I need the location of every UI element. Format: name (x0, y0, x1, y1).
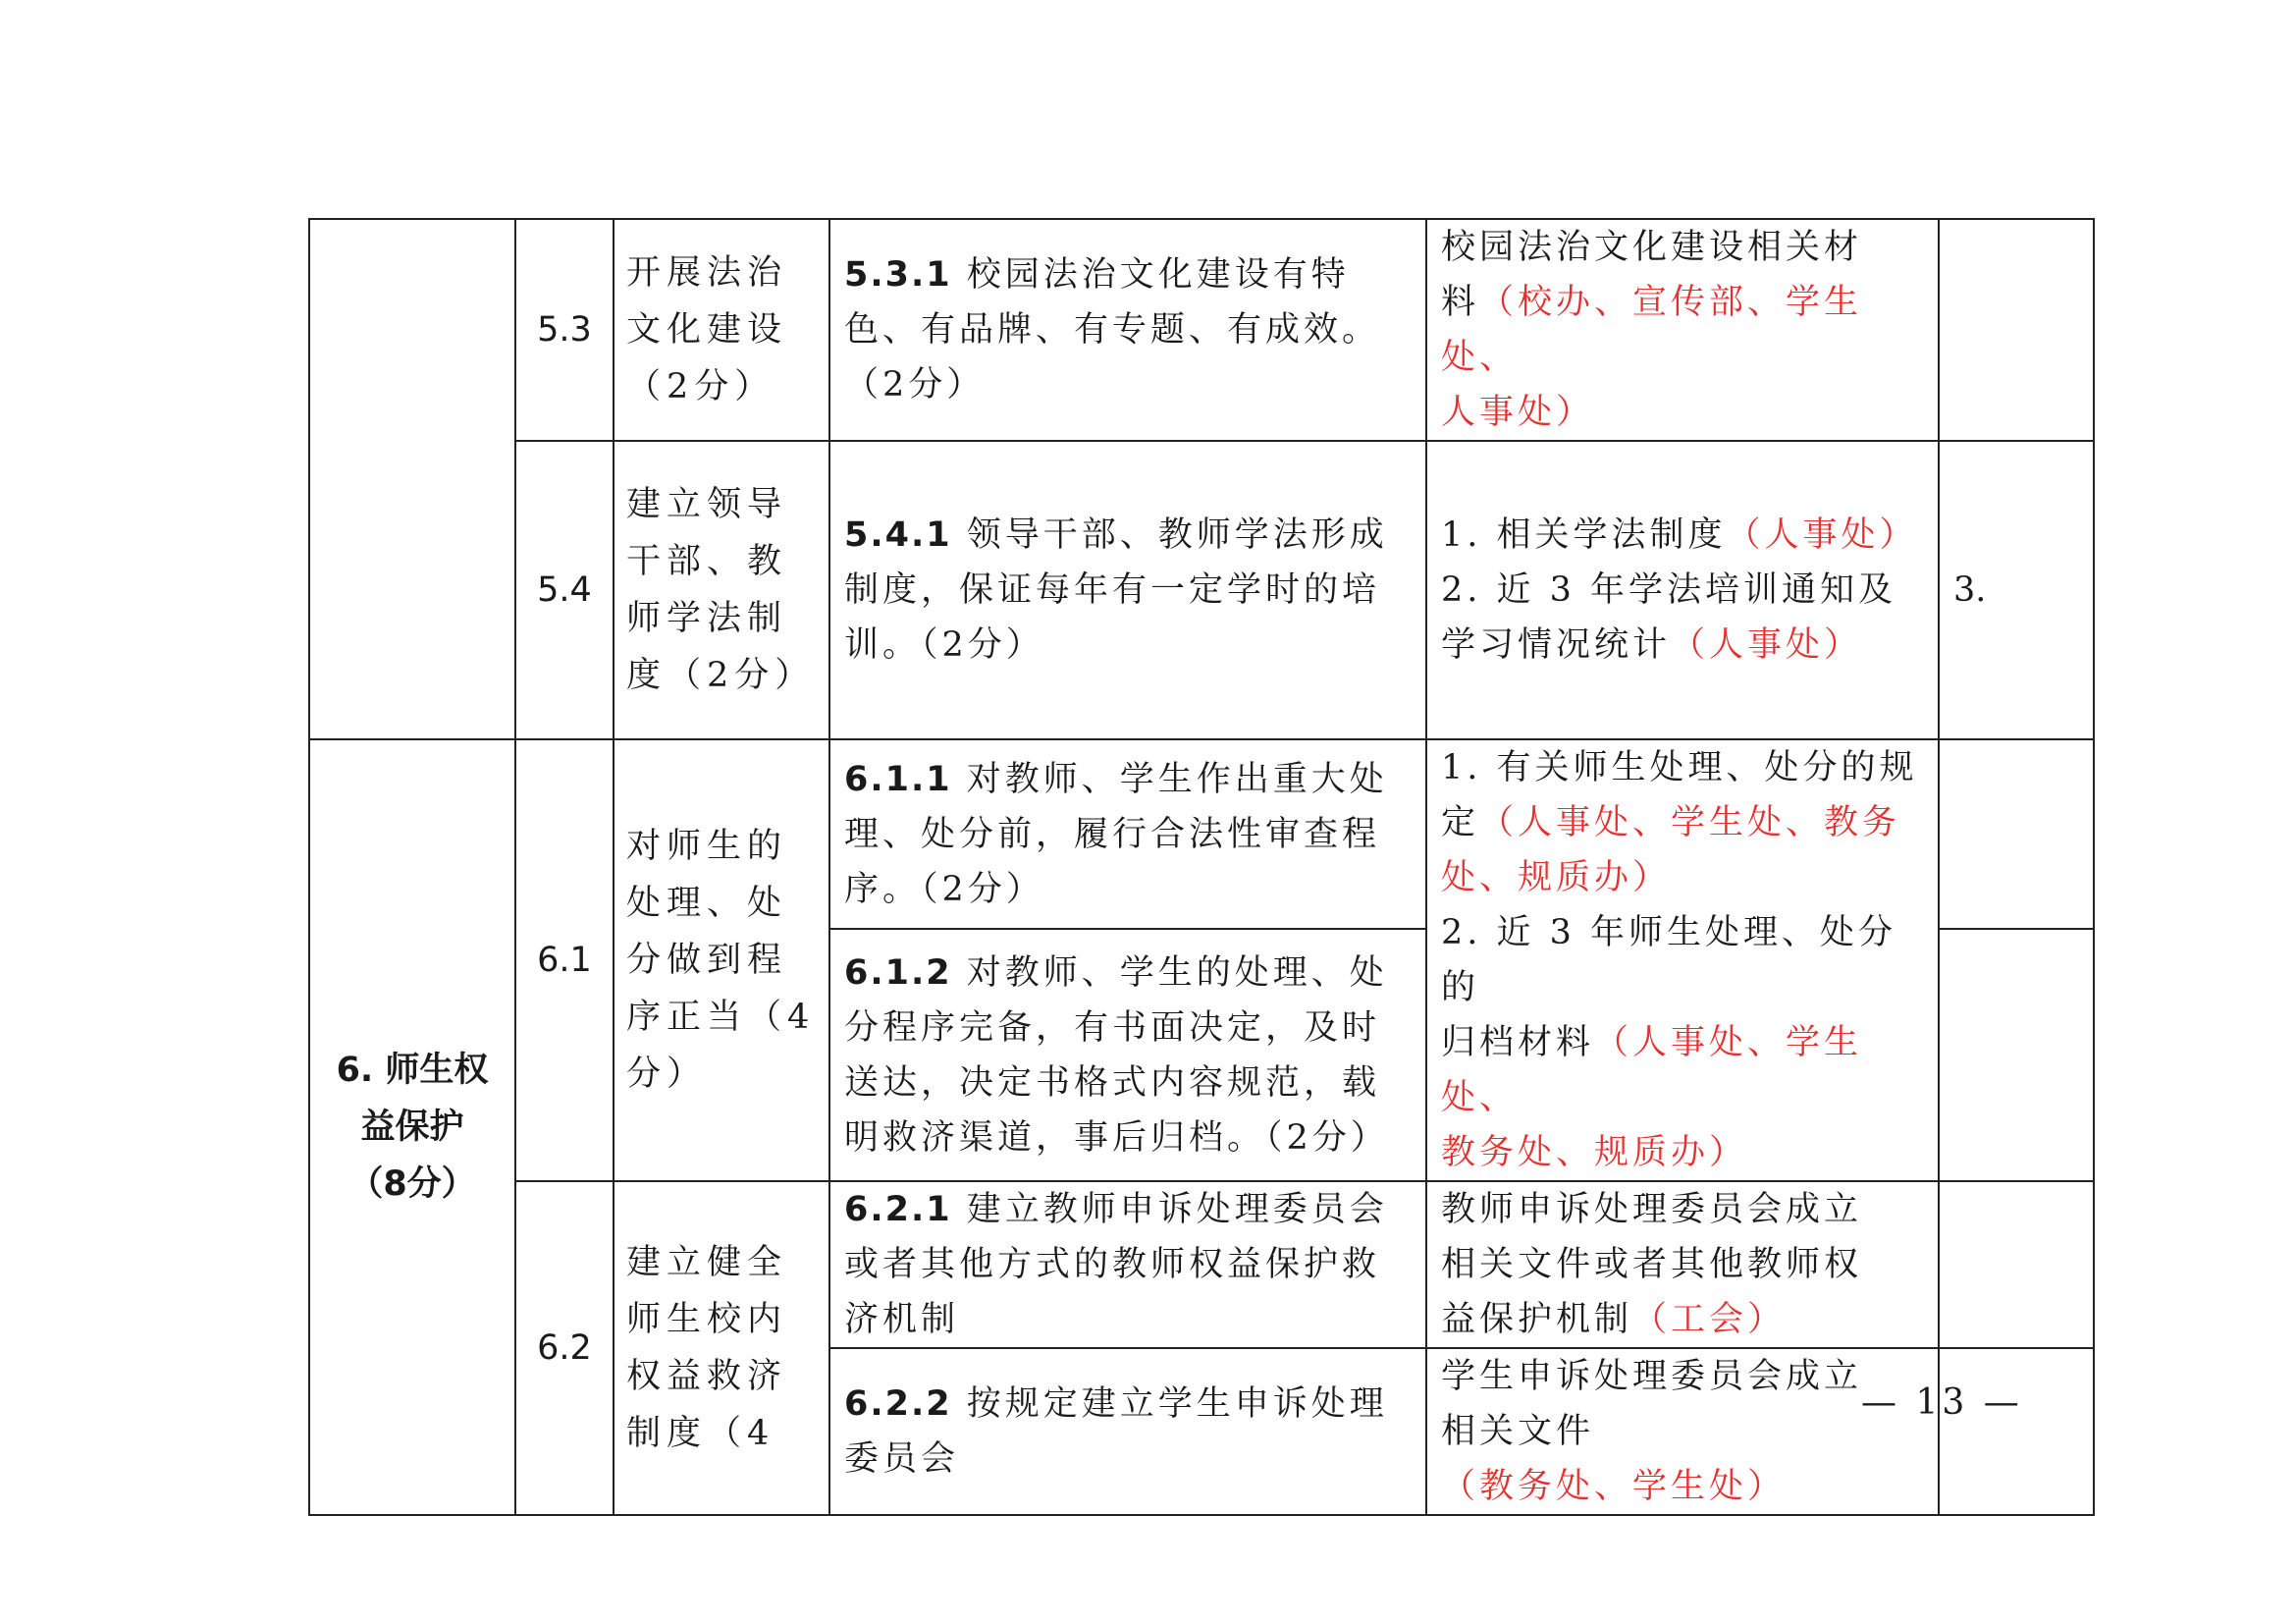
item-name: 开展法治 文化建设 （2分） (614, 219, 829, 441)
item-name: 建立领导 干部、教 师学法制 度（2分） (614, 441, 829, 739)
notes-cell (1939, 1348, 2094, 1515)
supporting-materials: 教师申诉处理委员会成立 相关文件或者其他教师权 益保护机制（工会） (1426, 1181, 1939, 1348)
item-number: 5.4 (515, 441, 614, 739)
evaluation-table (308, 218, 2095, 1516)
observation-point: 5.3.1 校园法治文化建设有特 色、有品牌、有专题、有成效。 （2分） (829, 219, 1426, 441)
table-row (309, 219, 2094, 441)
table-row (309, 1181, 2094, 1348)
page-number: — 13 — (1861, 1382, 2023, 1423)
notes-cell (1939, 1181, 2094, 1348)
observation-point: 6.2.2 按规定建立学生申诉处理 委员会 (829, 1348, 1426, 1515)
supporting-materials: 1. 相关学法制度（人事处） 2. 近 3 年学法培训通知及 学习情况统计（人事处） (1426, 441, 1939, 739)
item-number: 5.3 (515, 219, 614, 441)
observation-point: 6.1.2 对教师、学生的处理、处 分程序完备，有书面决定，及时 送达，决定书格式内容规范，载 明救济渠道，事后归档。（2分） (829, 929, 1426, 1181)
notes-cell: 3. (1939, 441, 2094, 739)
notes-cell (1939, 929, 2094, 1181)
observation-point: 6.1.1 对教师、学生作出重大处 理、处分前，履行合法性审查程 序。（2分） (829, 739, 1426, 929)
observation-point: 6.2.1 建立教师申诉处理委员会 或者其他方式的教师权益保护救 济机制 (829, 1181, 1426, 1348)
notes-cell (1939, 739, 2094, 929)
supporting-materials: 校园法治文化建设相关材 料（校办、宣传部、学生处、 人事处） (1426, 219, 1939, 441)
table-row (309, 441, 2094, 739)
category-cell-5 (309, 219, 515, 739)
item-name: 对师生的 处理、处 分做到程 序正当（4 分） (614, 739, 829, 1181)
observation-point: 5.4.1 领导干部、教师学法形成 制度，保证每年有一定学时的培 训。（2分） (829, 441, 1426, 739)
item-number: 6.1 (515, 739, 614, 1181)
supporting-materials: 1. 有关师生处理、处分的规 定（人事处、学生处、教务 处、规质办） 2. 近 3 年师生处理、处分的 归档材料（人事处、学生处、 教务处、规质办） (1426, 739, 1939, 1181)
table-row (309, 739, 2094, 929)
item-name: 建立健全 师生校内 权益救济 制度（4 (614, 1181, 829, 1515)
notes-cell (1939, 219, 2094, 441)
category-cell-6: 6. 师生权 益保护 （8分） (309, 739, 515, 1515)
supporting-materials: 学生申诉处理委员会成立 相关文件（教务处、学生处） (1426, 1348, 1939, 1515)
item-number: 6.2 (515, 1181, 614, 1515)
